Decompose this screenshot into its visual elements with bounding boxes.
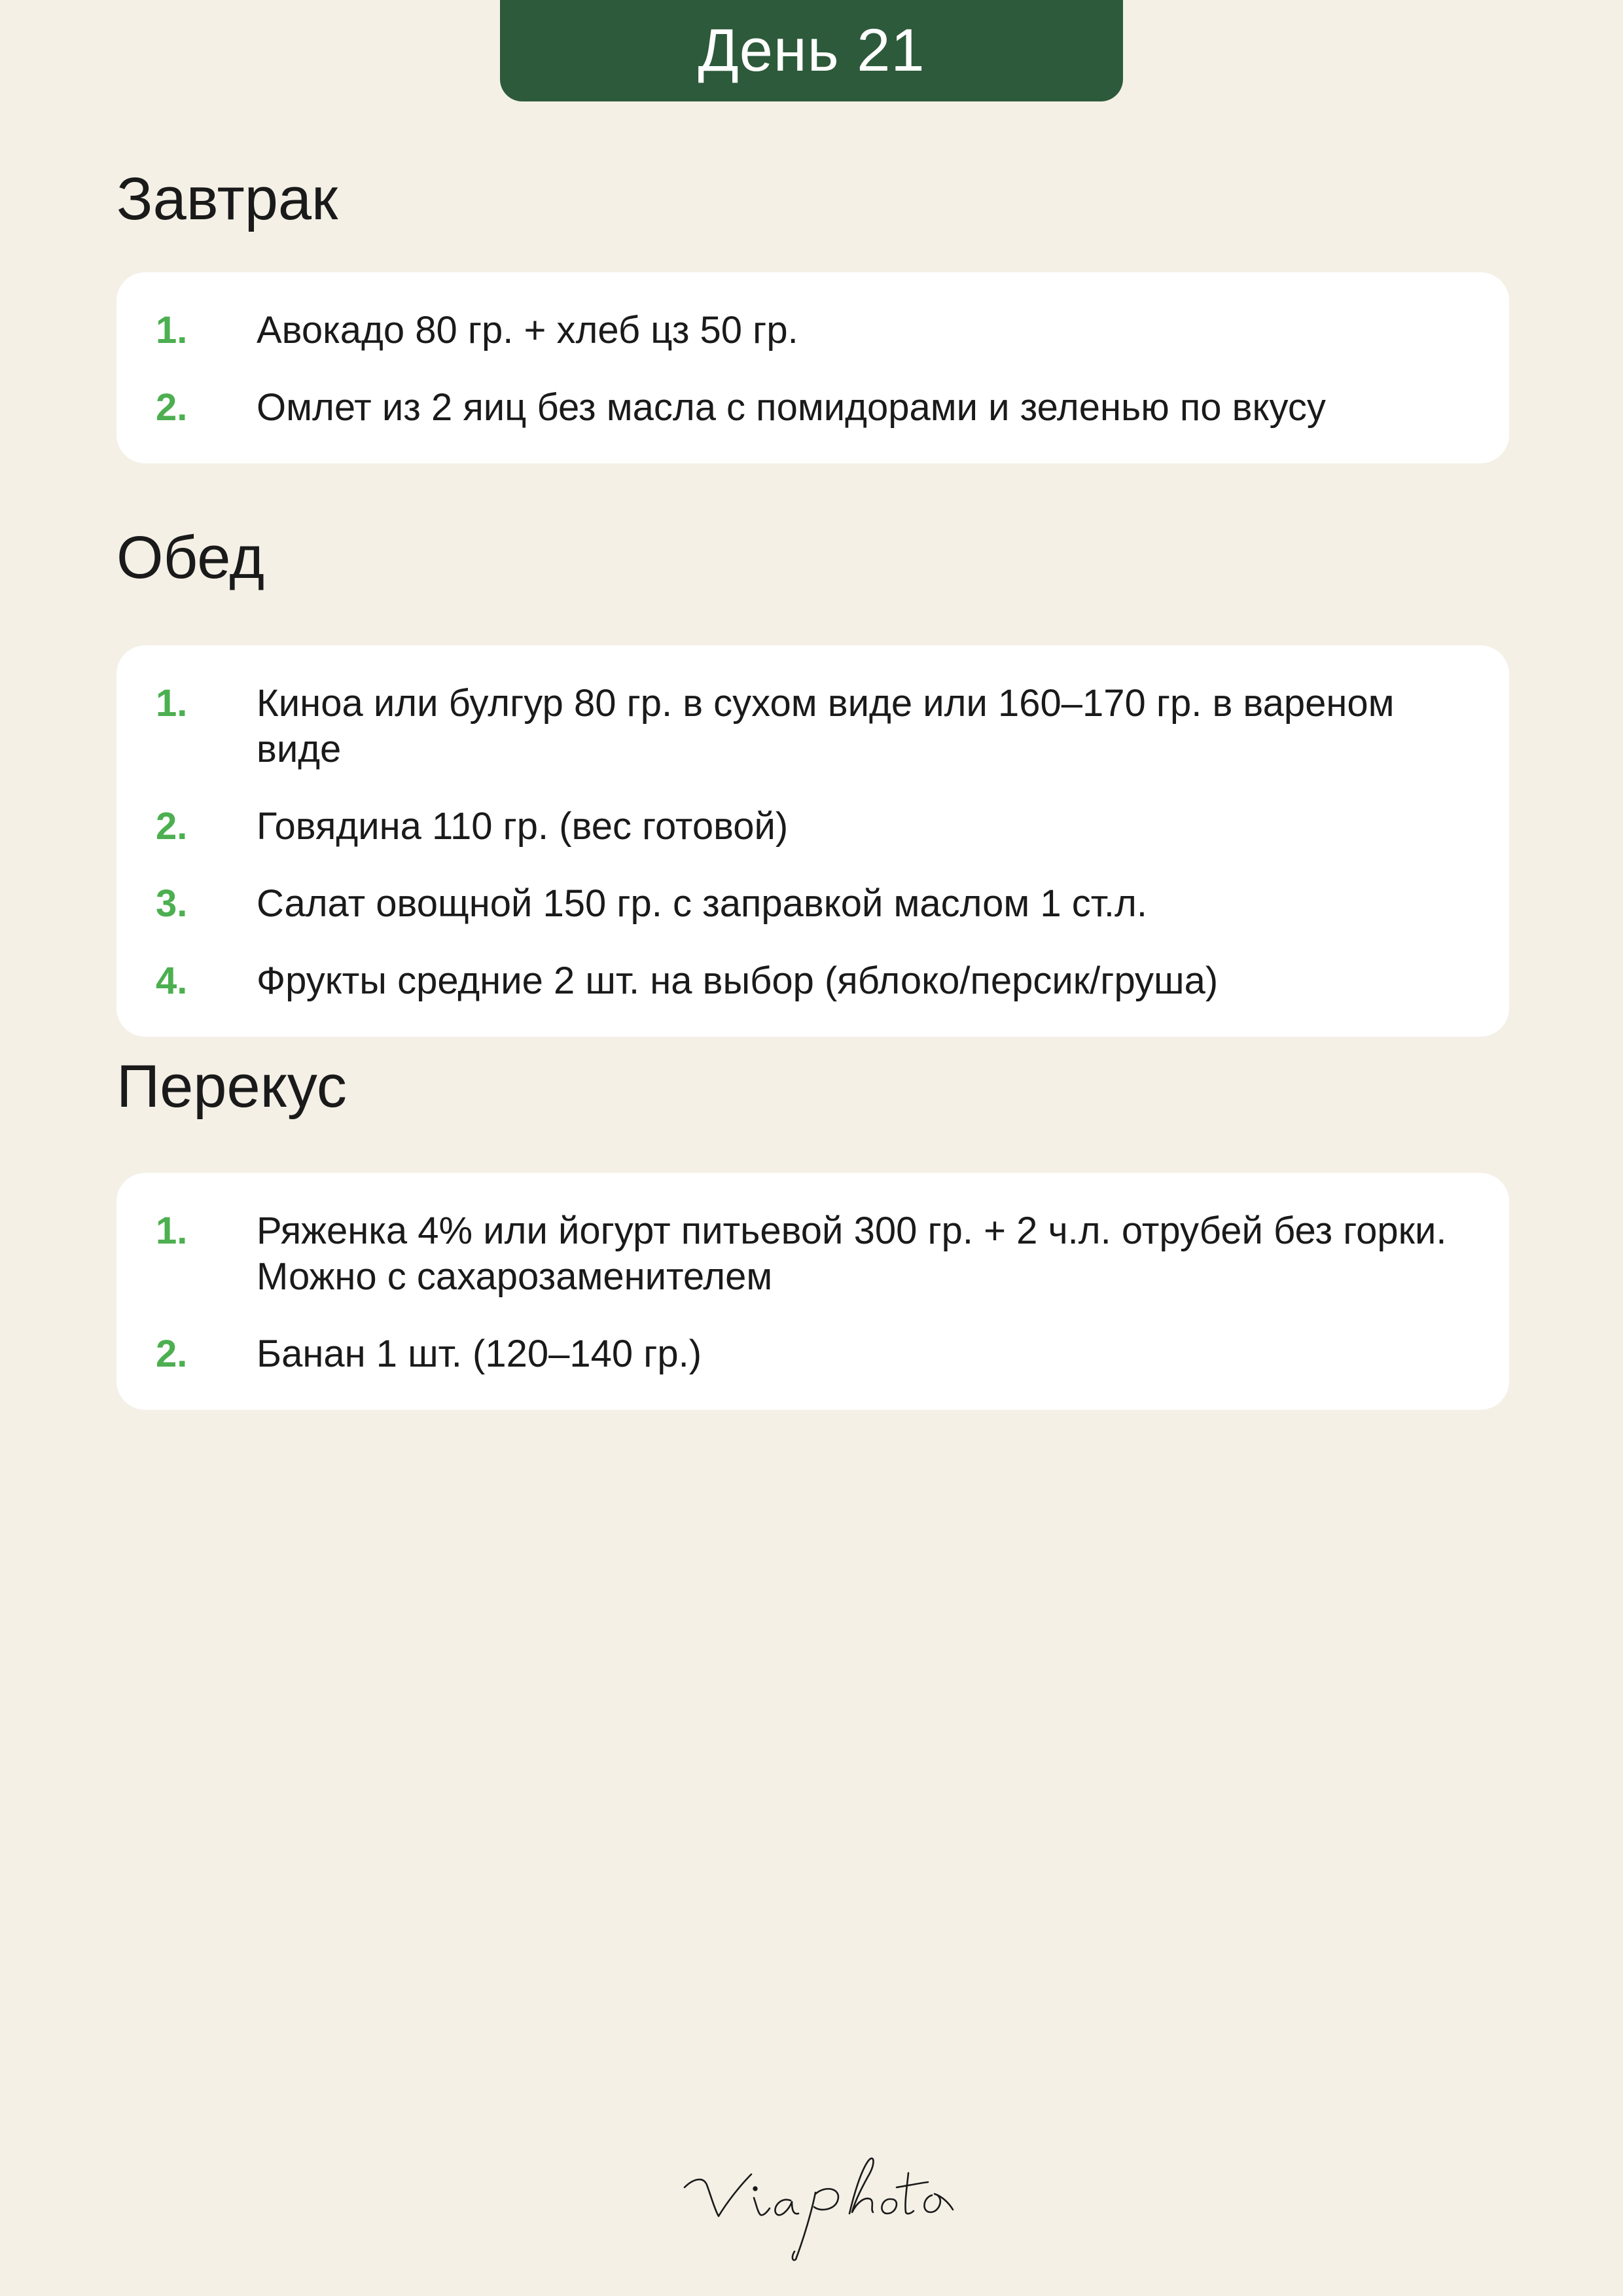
item-number: 1.	[156, 309, 188, 351]
section-title-lunch: Обед	[116, 524, 265, 591]
item-text: Омлет из 2 яиц без масла с помидорами и зеленью по вкусу	[257, 386, 1326, 429]
list-item	[156, 881, 1470, 927]
item-number: 1.	[156, 682, 188, 725]
snack-card	[116, 1173, 1509, 1410]
item-number: 2.	[156, 805, 188, 848]
day-badge	[500, 0, 1123, 101]
item-number: 2.	[156, 1333, 188, 1375]
list-item	[156, 1208, 1470, 1300]
day-title: День 21	[698, 17, 925, 84]
breakfast-card	[116, 272, 1509, 463]
item-text: Салат овощной 150 гр. с заправкой маслом 1 ст.л.	[257, 882, 1147, 925]
item-text: Киноа или булгур 80 гр. в сухом виде или 160–170 гр. в вареном виде	[257, 682, 1395, 770]
item-text: Банан 1 шт. (120–140 гр.)	[257, 1333, 702, 1375]
signature-logo	[681, 2147, 955, 2265]
list-item	[156, 308, 1470, 353]
lunch-card	[116, 645, 1509, 1037]
item-number: 3.	[156, 882, 188, 925]
item-number: 1.	[156, 1210, 188, 1252]
list-item	[156, 804, 1470, 850]
section-title-snack: Перекус	[116, 1053, 347, 1120]
list-item	[156, 958, 1470, 1004]
item-text-line-2: Можно с сахарозаменителем	[257, 1255, 773, 1298]
item-text: Говядина 110 гр. (вес готовой)	[257, 805, 789, 848]
list-item	[156, 385, 1470, 431]
item-text	[257, 1208, 1470, 1300]
item-number: 4.	[156, 960, 188, 1002]
section-title-breakfast: Завтрак	[116, 166, 338, 232]
list-item	[156, 681, 1470, 772]
item-text-line-1: Ряженка 4% или йогурт питьевой 300 гр. + 2 ч.л. отрубей без горки.	[257, 1210, 1447, 1252]
item-text: Авокадо 80 гр. + хлеб цз 50 гр.	[257, 309, 798, 351]
list-item	[156, 1331, 1470, 1377]
item-number: 2.	[156, 386, 188, 429]
item-text: Фрукты средние 2 шт. на выбор (яблоко/персик/груша)	[257, 960, 1219, 1002]
